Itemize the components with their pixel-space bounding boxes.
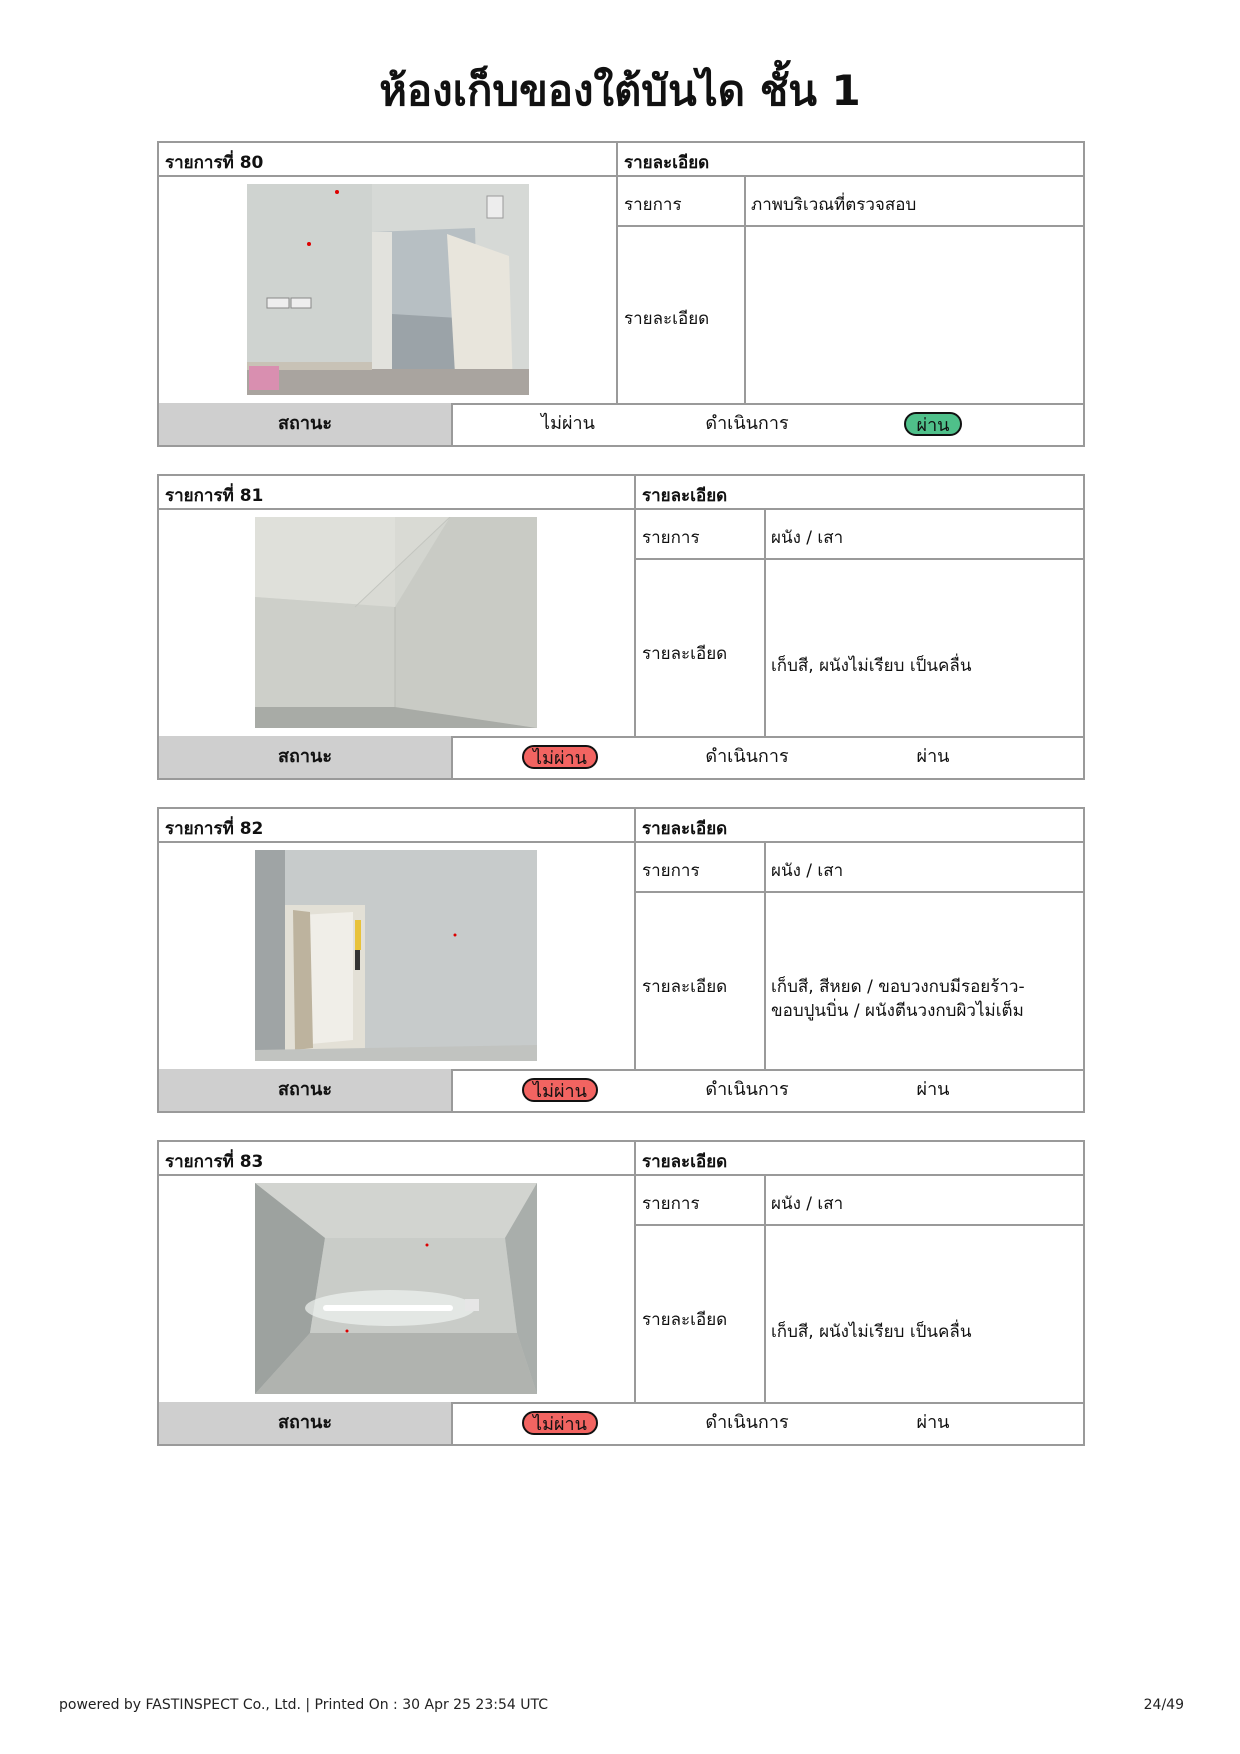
item-number: รายการที่ 81 [165, 486, 264, 506]
item-label: รายการ [642, 1194, 700, 1214]
status-option-in-progress: ดำเนินการ [705, 1412, 789, 1433]
item-label: รายการ [624, 195, 682, 215]
item-value: ผนัง / เสา [771, 528, 844, 548]
detail-value-line-1: เก็บสี, ผนังไม่เรียบ เป็นคลื่น [771, 1322, 972, 1342]
status-label: สถานะ [278, 413, 332, 434]
detail-value-line-2: ขอบปูนบิ่น / ผนังตีนวงกบผิวไม่เต็ม [771, 1001, 1024, 1021]
inspection-card-80 [157, 141, 1085, 447]
detail-header: รายละเอียด [642, 1152, 728, 1172]
detail-label: รายละเอียด [642, 644, 728, 664]
status-option-pass: ผ่าน [916, 1079, 950, 1100]
inspection-card-82 [157, 807, 1085, 1113]
detail-header: รายละเอียด [624, 153, 710, 173]
item-value: ผนัง / เสา [771, 861, 844, 881]
inspection-photo [255, 517, 537, 728]
status-option-pass: ผ่าน [904, 412, 962, 436]
status-label: สถานะ [278, 1079, 332, 1100]
inspection-photo [255, 1183, 537, 1394]
item-number: รายการที่ 83 [165, 1152, 264, 1172]
status-option-fail: ไม่ผ่าน [522, 1078, 598, 1102]
page-number: 24/49 [1143, 1697, 1184, 1713]
detail-label: รายละเอียด [642, 977, 728, 997]
status-label: สถานะ [278, 746, 332, 767]
item-value: ภาพบริเวณที่ตรวจสอบ [751, 195, 917, 215]
status-option-in-progress: ดำเนินการ [705, 746, 789, 767]
inspection-card-83 [157, 1140, 1085, 1446]
status-option-pass: ผ่าน [916, 746, 950, 767]
detail-header: รายละเอียด [642, 486, 728, 506]
item-number: รายการที่ 82 [165, 819, 264, 839]
inspection-photo [255, 850, 537, 1061]
item-value: ผนัง / เสา [771, 1194, 844, 1214]
detail-label: รายละเอียด [624, 309, 710, 329]
detail-value-line-1: เก็บสี, สีหยด / ขอบวงกบมีรอยร้าว- [771, 977, 1025, 997]
item-number: รายการที่ 80 [165, 153, 264, 173]
footer-credit: powered by FASTINSPECT Co., Ltd. | Printed On : 30 Apr 25 23:54 UTC [59, 1697, 548, 1713]
detail-label: รายละเอียด [642, 1310, 728, 1330]
status-label: สถานะ [278, 1412, 332, 1433]
item-label: รายการ [642, 861, 700, 881]
status-option-fail: ไม่ผ่าน [522, 1411, 598, 1435]
item-label: รายการ [642, 528, 700, 548]
status-option-in-progress: ดำเนินการ [705, 413, 789, 434]
status-option-fail: ไม่ผ่าน [522, 745, 598, 769]
detail-value-line-1: เก็บสี, ผนังไม่เรียบ เป็นคลื่น [771, 656, 972, 676]
detail-header: รายละเอียด [642, 819, 728, 839]
inspection-card-81 [157, 474, 1085, 780]
inspection-photo [247, 184, 529, 395]
status-option-fail: ไม่ผ่าน [541, 413, 595, 434]
status-option-in-progress: ดำเนินการ [705, 1079, 789, 1100]
status-option-pass: ผ่าน [916, 1412, 950, 1433]
page-title: ห้องเก็บของใต้บันได ชั้น 1 [379, 66, 861, 115]
